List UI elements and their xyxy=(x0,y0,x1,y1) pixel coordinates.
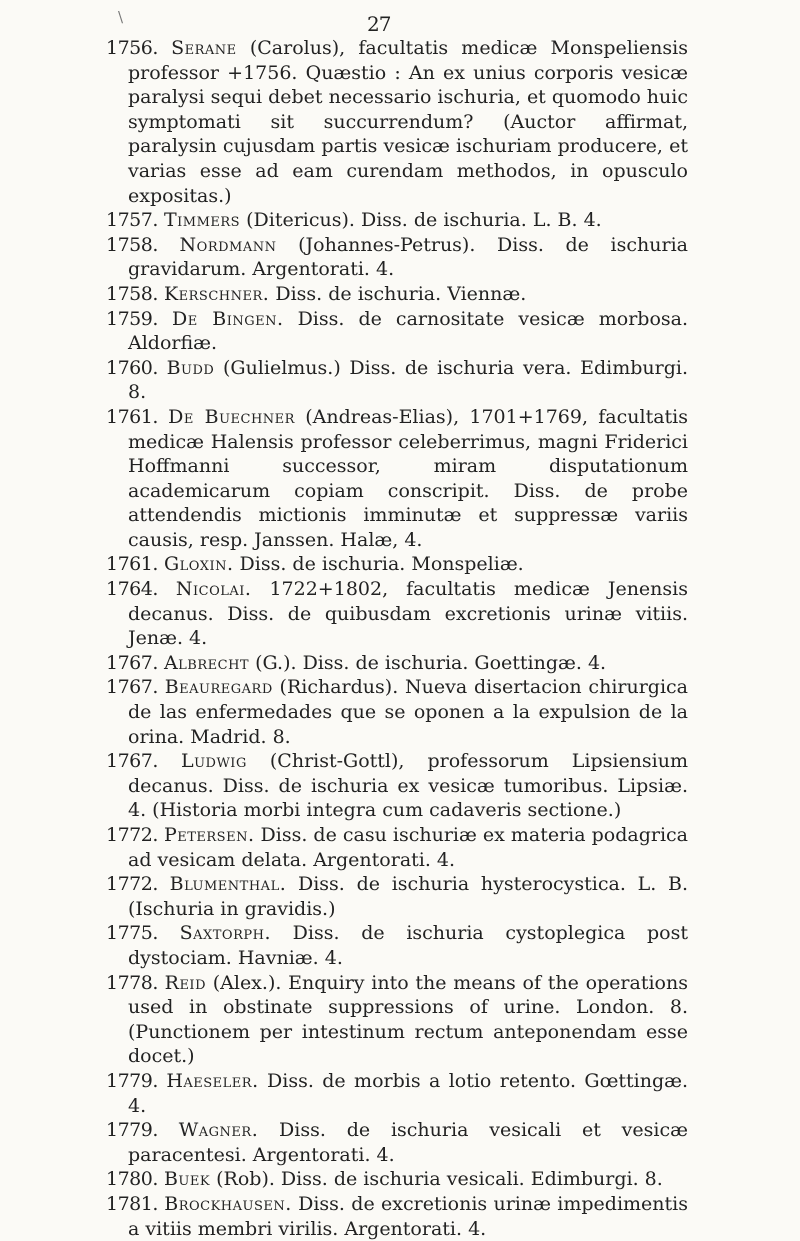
bibliography-list xyxy=(106,36,688,1241)
entry-text: Diss. de ischuria cystoplegica post dystociam. Havniæ. 4. xyxy=(128,922,688,969)
entry-year: 1772. xyxy=(106,873,158,896)
entry-author: Budd xyxy=(166,356,215,379)
entry-text: Diss. de casu ischuriæ ex materia podagrica ad vesicam delata. Argentorati. 4. xyxy=(128,824,689,871)
entry-year: 1779. xyxy=(106,1069,158,1092)
entry-text: (Christ-Gottl), professorum Lipsiensium decanus. Diss. de ischuria ex vesicæ tumoribus. Lipsiæ. 4. (Historia morbi integra cum cadaveris sectione.) xyxy=(128,750,688,822)
entry-text: (Richardus). Nueva disertacion chirurgica de las enfermedades que se oponen a la expulsion de la orina. Madrid. 8. xyxy=(128,676,689,748)
bibliography-entry xyxy=(106,1192,688,1241)
entry-author: Haeseler. xyxy=(166,1069,259,1092)
entry-author: Kerschner. xyxy=(163,282,270,305)
entry-text: Diss. de ischuria. Monspeliæ. xyxy=(233,553,524,576)
entry-year: 1760. xyxy=(106,356,158,379)
entry-text: (G.). Diss. de ischuria. Goettingæ. 4. xyxy=(249,651,607,674)
bibliography-entry xyxy=(106,233,688,282)
bibliography-entry xyxy=(106,552,688,577)
entry-text: Diss. de carnositate vesicæ morbosa. Aldorfiæ. xyxy=(128,307,688,355)
bibliography-entry xyxy=(106,1069,688,1118)
entry-year: 1764. xyxy=(106,578,158,601)
entry-text: Diss. de morbis a lotio retento. Gœttingæ. 4. xyxy=(128,1069,688,1117)
bibliography-entry xyxy=(106,1167,688,1192)
bibliography-entry xyxy=(106,823,688,872)
entry-year: 1772. xyxy=(106,824,158,846)
entry-text: Diss. de ischuria. Viennæ. xyxy=(269,282,527,305)
entry-year: 1778. xyxy=(106,971,158,994)
entry-author: Buek xyxy=(163,1168,211,1191)
entry-year: 1767. xyxy=(106,651,158,674)
bibliography-entry xyxy=(106,405,688,553)
entry-author: Brockhausen. xyxy=(164,1192,292,1215)
entry-author: Reid xyxy=(164,971,206,994)
entry-year: 1780. xyxy=(106,1168,158,1191)
bibliography-entry xyxy=(106,971,688,1069)
bibliography-entry xyxy=(106,749,688,823)
bibliography-entry xyxy=(106,356,688,405)
entry-text: Diss. de ischuria hysterocystica. L. B. (Ischuria in gravidis.) xyxy=(128,873,688,920)
bibliography-entry xyxy=(106,651,688,676)
bibliography-entry xyxy=(106,921,688,970)
entry-author: Albrecht xyxy=(163,651,250,674)
entry-author: Gloxin. xyxy=(163,553,234,576)
entry-author: Timmers xyxy=(163,209,241,232)
entry-author: Beauregard xyxy=(164,676,273,699)
entry-text: (Johannes-Petrus). Diss. de ischuria gravidarum. Argentorati. 4. xyxy=(128,233,688,281)
entry-year: 1759. xyxy=(106,307,158,330)
entry-text: (Andreas-Elias), 1701+1769, facultatis medicæ Halensis professor celeberrimus, magni Friderici Hoffmanni successor, miram disputationum academicarum copiam conscripit. Diss. de probe attendendis mictionis imminutæ et suppressæ variis causis, resp. Janssen. Halæ, 4. xyxy=(128,405,689,551)
entry-author: Petersen. xyxy=(163,824,255,846)
bibliography-entry xyxy=(106,36,688,208)
bibliography-entry xyxy=(106,307,688,356)
entry-year: 1767. xyxy=(106,676,158,699)
entry-year: 1779. xyxy=(106,1119,158,1142)
entry-year: 1775. xyxy=(106,922,158,945)
entry-year: 1756. xyxy=(106,37,158,59)
entry-text: Diss. de excretionis urinæ impedimentis a vitiis membri virilis. Argentorati. 4. xyxy=(128,1192,688,1240)
entry-text: 1722+1802, facultatis medicæ Jenensis decanus. Diss. de quibusdam excretionis urinæ vitiis. Jenæ. 4. xyxy=(128,578,688,650)
entry-author: Nicolai. xyxy=(175,578,252,601)
entry-year: 1781. xyxy=(106,1192,158,1215)
bibliography-entry xyxy=(106,675,688,749)
bibliography-entry xyxy=(106,282,688,307)
entry-author: Ludwig xyxy=(180,750,247,773)
entry-text: (Rob). Diss. de ischuria vesicali. Edimburgi. 8. xyxy=(210,1168,663,1191)
entry-text: (Carolus), facultatis medicæ Monspeliensis professor +1756. Quæstio : An ex unius corporis vesicæ paralysi sequi debet necessario ischuria, et quomodo huic symptomati sit succurrendum? (Auctor affirmat, paralysin cujusdam partis vesicæ ischuriam producere, et varias esse ad eam curendam methodos, in opusculo expositas.) xyxy=(128,37,688,207)
bibliography-entry xyxy=(106,1118,688,1167)
bibliography-entry xyxy=(106,577,688,651)
bibliography-entry xyxy=(106,208,688,233)
margin-mark: \ xyxy=(118,8,124,26)
entry-year: 1761. xyxy=(106,553,158,576)
entry-text: (Ditericus). Diss. de ischuria. L. B. 4. xyxy=(240,209,602,232)
entry-author: De Buechner xyxy=(168,405,295,428)
entry-author: De Bingen. xyxy=(171,307,284,330)
page-number: 27 xyxy=(367,12,391,36)
entry-author: Nordmann xyxy=(179,233,277,256)
entry-text: Diss. de ischuria vesicali et vesicæ paracentesi. Argentorati. 4. xyxy=(128,1119,688,1166)
entry-year: 1758. xyxy=(106,282,158,305)
entry-author: Wagner. xyxy=(178,1119,259,1142)
entry-author: Blumenthal. xyxy=(169,873,287,896)
entry-year: 1758. xyxy=(106,233,158,256)
entry-text: (Gulielmus.) Diss. de ischuria vera. Edimburgi. 8. xyxy=(128,356,688,404)
bibliography-entry xyxy=(106,872,688,921)
entry-year: 1757. xyxy=(106,209,158,232)
entry-author: Saxtorph. xyxy=(179,922,271,945)
entry-text: (Alex.). Enquiry into the means of the operations used in obstinate suppressions of urine. London. 8. (Punctionem per intestinum rectum anteponendam esse docet.) xyxy=(128,971,688,1068)
entry-year: 1767. xyxy=(106,750,158,773)
entry-author: Serane xyxy=(171,37,237,59)
entry-year: 1761. xyxy=(106,405,158,428)
